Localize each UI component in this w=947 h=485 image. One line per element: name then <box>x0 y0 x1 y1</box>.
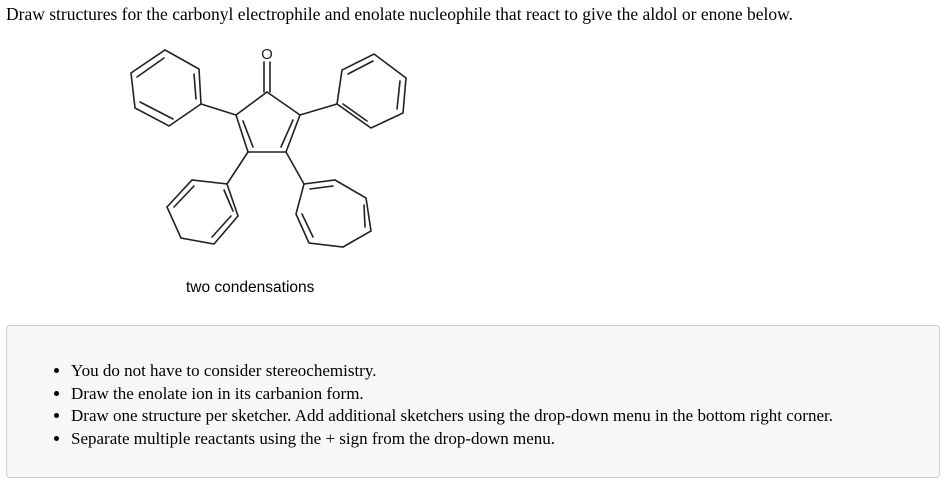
ring-double-bond <box>281 120 293 147</box>
phenyl-ring-lower-left <box>167 180 238 244</box>
question-prompt: Draw structures for the carbonyl electrophile and enolate nucleophile that react to give the aldol or enone below. <box>6 4 794 24</box>
instructions-list <box>7 360 833 450</box>
list-item: • Separate multiple reactants using the + sign from the drop-down menu. <box>71 428 833 451</box>
phenyl-bond <box>227 152 248 184</box>
ring-bond <box>267 92 300 115</box>
ring-bond <box>236 115 248 152</box>
structure-caption: two condensations <box>186 279 315 296</box>
phenyl-bond <box>201 104 236 115</box>
list-item: • You do not have to consider stereochemistry. <box>71 360 833 383</box>
phenyl-ring-upper-right <box>337 54 406 128</box>
phenyl-bond <box>286 152 304 184</box>
tetraphenylcyclopentadienone-structure <box>100 36 440 266</box>
instructions-box <box>6 325 940 478</box>
list-item: • Draw one structure per sketcher. Add additional sketchers using the drop-down menu in the bottom right corner. <box>71 405 833 428</box>
phenyl-bond <box>300 104 337 115</box>
phenyl-ring-lower-right <box>296 180 371 247</box>
phenyl-ring-upper-left <box>131 50 201 126</box>
molecule-drawing <box>100 36 440 266</box>
list-item: • Draw the enolate ion in its carbanion form. <box>71 383 833 406</box>
oxygen-label: O <box>261 46 273 63</box>
ring-bond <box>236 92 267 115</box>
